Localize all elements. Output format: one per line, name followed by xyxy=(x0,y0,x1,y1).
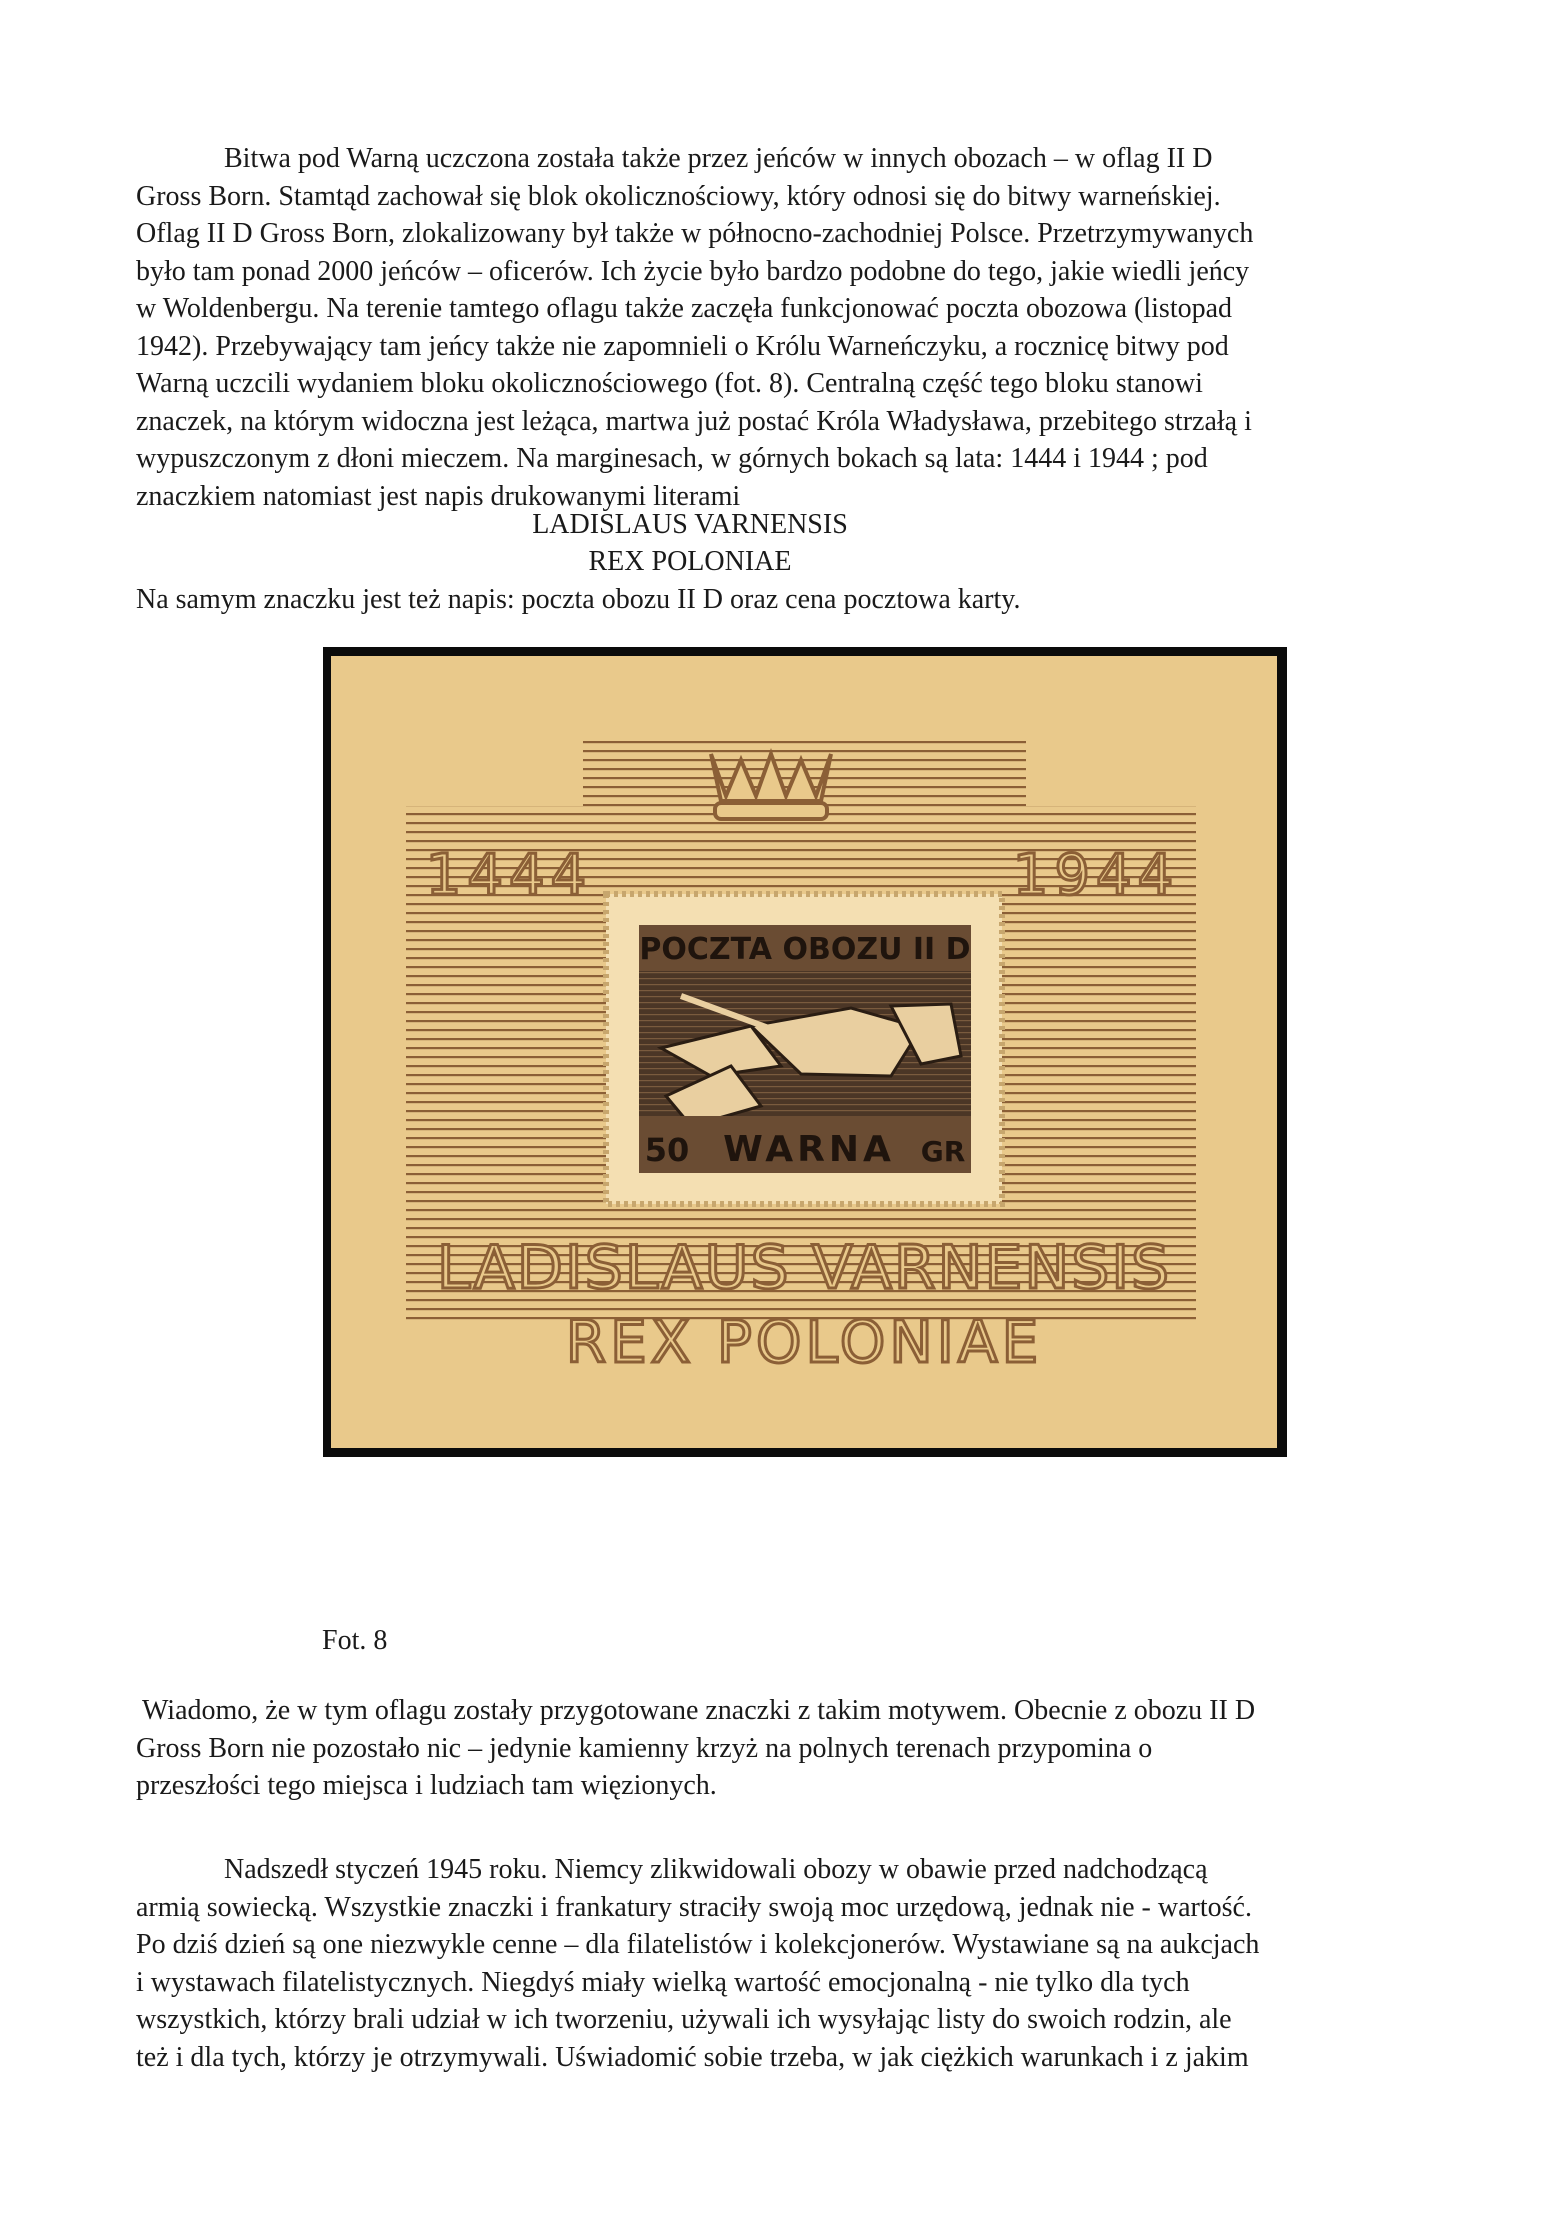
souvenir-sheet xyxy=(331,656,1277,1448)
text-line: Warną uczcili wydaniem bloku okolicznościowego (fot. 8). Centralną część tego bloku stanowi xyxy=(136,368,1203,399)
text-line: 1942). Przebywający tam jeńcy także nie zapomnieli o Królu Warneńczyku, a rocznicę bitwy pod xyxy=(136,330,1229,362)
inscription-ladislaus: LADISLAUS VARNENSIS xyxy=(436,1233,1172,1303)
text-line: znaczkiem natomiast jest napis drukowanymi literami xyxy=(136,480,741,512)
text-line: Nadszedł styczeń 1945 roku. Niemcy zlikwidowali obozy w obawie przed nadchodzącą xyxy=(224,1854,1208,1885)
text-line: Wiadomo, że w tym oflagu zostały przygotowane znaczki z takim motywem. Obecnie z obozu II D xyxy=(142,1695,1256,1726)
text-line: Po dziś dzień są one niezwykle cenne – dla filatelistów i kolekcjonerów. Wystawiane są na aukcjach xyxy=(136,1929,1260,1960)
text-line: Gross Born. Stamtąd zachował się blok okolicznościowy, który odnosi się do bitwy warneńskiej. xyxy=(136,180,1221,212)
text-line: wypuszczonym z dłoni mieczem. Na marginesach, w górnych bokach są lata: 1444 i 1944 ; pod xyxy=(136,443,1208,474)
stamp xyxy=(606,894,1002,1204)
text-line: Na samym znaczku jest też napis: poczta obozu II D oraz cena pocztowa karty. xyxy=(136,584,1021,615)
stamp-note xyxy=(136,581,1406,619)
text-line: było tam ponad 2000 jeńców – oficerów. Ich życie było bardzo podobne do tego, jakie wiedli jeńcy xyxy=(136,255,1250,287)
text-line: i wystawach filatelistycznych. Niegdyś miały wielką wartość emocjonalną - nie tylko dla tych xyxy=(136,1966,1190,1998)
inscription-line-1: LADISLAUS VARNENSIS xyxy=(532,509,848,540)
paragraph-known xyxy=(136,1692,1406,1805)
year-left: 1444 xyxy=(425,843,593,908)
year-right: 1944 xyxy=(1012,843,1180,908)
figure-caption: Fot. 8 xyxy=(322,1625,388,1656)
text-line: Gross Born nie pozostało nic – jedynie kamienny krzyż na polnych terenach przypomina o xyxy=(136,1732,1153,1764)
text-line: Bitwa pod Warną uczczona została także przez jeńców w innych obozach – w oflag II D xyxy=(224,143,1213,174)
stamp-top-text: POCZTA OBOZU II D xyxy=(639,932,971,967)
inscription-line-2: REX POLONIAE xyxy=(588,546,792,577)
inscription-rex: REX POLONIAE xyxy=(565,1308,1043,1376)
text-line: przeszłości tego miejsca i ludziach tam więzionych. xyxy=(136,1770,717,1801)
paragraph-intro xyxy=(136,140,1406,515)
text-line: znaczek, na którym widoczna jest leżąca, martwa już postać Króla Władysława, przebitego strzałą i xyxy=(136,405,1252,437)
paragraph-1945 xyxy=(136,1851,1406,2076)
text-line: wszystkich, którzy brali udział w ich tworzeniu, używali ich wysyłając listy do swoich rodzin, ale xyxy=(136,2004,1232,2035)
text-line: armią sowiecką. Wszystkie znaczki i frankatury straciły swoją moc urzędową, jednak nie - wartość. xyxy=(136,1891,1252,1923)
stamp-sheet-photo xyxy=(323,647,1287,1457)
stamp-value: 50 xyxy=(644,1131,690,1169)
text-line: Oflag II D Gross Born, zlokalizowany był także w północno-zachodniej Polsce. Przetrzymywanych xyxy=(136,218,1254,249)
text-line: w Woldenbergu. Na terenie tamtego oflagu także zaczęła funkcjonować poczta obozowa (listopad xyxy=(136,293,1233,324)
text-line: też i dla tych, którzy je otrzymywali. Uświadomić sobie trzeba, w jak ciężkich warunkach i z jakim xyxy=(136,2041,1249,2073)
stamp-name: WARNA xyxy=(723,1129,895,1170)
stamp-unit: GR xyxy=(920,1135,966,1168)
